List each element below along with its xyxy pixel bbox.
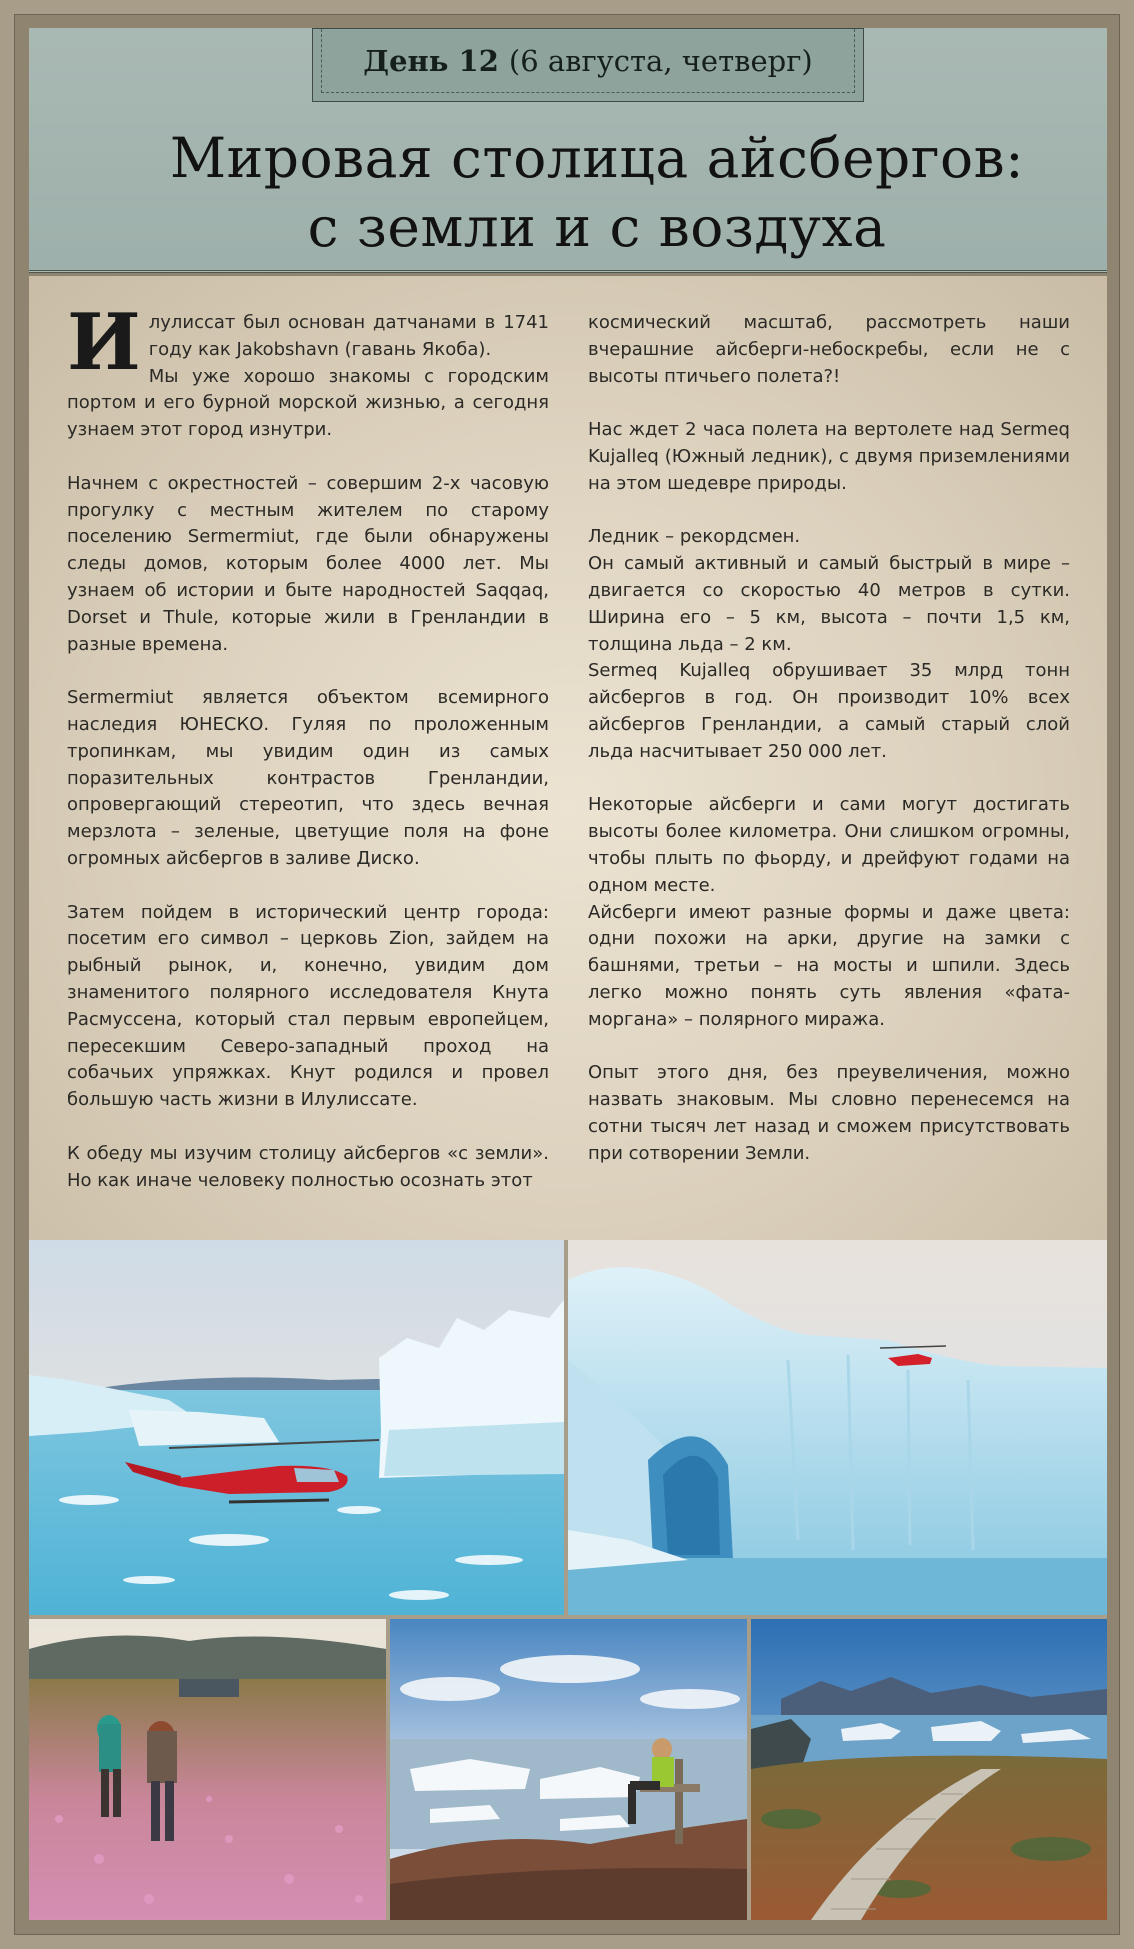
photo-hikers-flowers — [29, 1619, 386, 1920]
paragraph: Некоторые айсберги и сами могут достигать высоты более километра. Они слишком огромны, чтобы плыть по фьорду, и дрейфуют годами на одном месте. — [588, 794, 1070, 896]
drop-cap: И — [67, 297, 141, 388]
photo-boardwalk-tundra — [751, 1619, 1107, 1920]
paragraph: Затем пойдем в исторический центр города: посетим его символ – церковь Zion, зайдем на рыбный рынок, и, конечно, увидим дом знаменитого полярного исследователя Кнута Расмуссена, который стал первым европейцем, пересекшим Северо-западный проход на собачьих упряжках. Кнут родился и провел большую часть жизни в Илулиссате. — [67, 901, 549, 1111]
paragraph: Нас ждет 2 часа полета на вертолете над Sermeq Kujalleq (Южный ледник), с двумя приземлениями на этом шедевре природы. — [588, 419, 1070, 494]
paragraph: Илулиссат был основан датчанами в 1741 году как Jakobshavn (гавань Якоба). — [67, 297, 549, 388]
paragraph: Опыт этого дня, без преувеличения, можно назвать знаковым. Мы словно перенесемся на сотни тысяч лет назад и сможем присутствовать при сотворении Земли. — [588, 1062, 1070, 1164]
day-tab — [312, 28, 864, 102]
photo-bench-fjord — [390, 1619, 747, 1920]
paragraph: К обеду мы изучим столицу айсбергов «с земли». Но как иначе человеку полностью осознать этот — [67, 1142, 549, 1191]
photo-helicopter-sea — [29, 1240, 564, 1615]
title-line-2: с земли и с воздуха — [307, 195, 887, 259]
header — [29, 28, 1107, 273]
paragraph: Sermermiut является объектом всемирного наследия ЮНЕСКО. Гуляя по проложенным тропинкам, мы увидим один из самых поразительных контрастов Гренландии, опровергающий стереотип, что здесь вечная мерзлота – зеленые, цветущие поля на фоне огромных айсбергов в заливе Диско. — [67, 687, 549, 869]
article — [29, 276, 1107, 1240]
left-column — [67, 297, 549, 1194]
paragraph: Ледник – рекордсмен. — [588, 526, 801, 548]
paragraph: Айсберги имеют разные формы и даже цвета: одни похожи на арки, другие на замки с башнями, третьи – на мосты и шпили. Здесь легко можно понять суть явления «фата-моргана» – полярного миража. — [588, 901, 1070, 1030]
page-title — [58, 124, 1134, 262]
photo-glacier-arch — [568, 1240, 1107, 1615]
paragraph: Начнем с окрестностей – совершим 2-х часовую прогулку с местным жителем по старому поселению Sermermiut, где были обнаружены следы домов, которым более 4000 лет. Мы узнаем об истории и быте народностей Saqqaq, Dorset и Thule, которые жили в Гренландии в разные времена. — [67, 472, 549, 655]
title-line-1: Мировая столица айсбергов: — [169, 126, 1025, 190]
paragraph: Мы уже хорошо знакомы с городским портом и его бурной морской жизнью, а сегодня узнаем этот город изнутри. — [67, 365, 549, 441]
paragraph: Sermeq Kujalleq обрушивает 35 млрд тонн айсбергов в год. Он производит 10% всех айсбергов Гренландии, а самый старый слой льда насчитывает 250 000 лет. — [588, 660, 1070, 762]
day-date: (6 августа, четверг) — [508, 43, 813, 78]
paragraph: Он самый активный и самый быстрый в мире – двигается со скоростью 40 метров в сутки. Ширина его – 5 км, высота – почти 1,5 км, толщина льда – 2 км. — [588, 553, 1070, 655]
right-column — [588, 310, 1070, 1168]
paragraph: космический масштаб, рассмотреть наши вчерашние айсберги-небоскребы, если не с высоты птичьего полета?! — [588, 312, 1070, 387]
day-label: День 12 — [363, 43, 499, 78]
photo-gallery — [29, 1240, 1107, 1920]
